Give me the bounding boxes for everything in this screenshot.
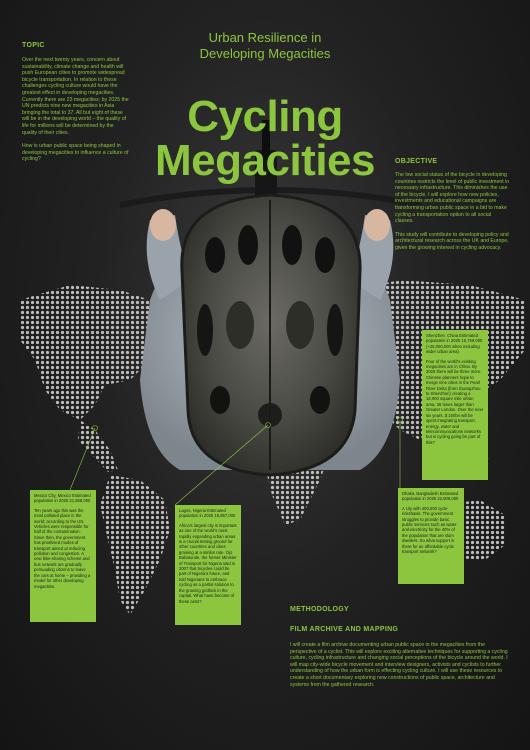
lagos-info-box (175, 505, 241, 625)
lagos-body: Africa's largest city is important as one of the world's most rapidly expanding urban areas is a crucial testing ground for other countries and cities growing at a similar rate. Ojo Babatunde, the former Minister of Transport for Nigeria said in 2007 that bicycles could be part of Nigeria's future, and told Nigerians to embrace cycling as a partial solution to the growing gridlock in the capital. What have become of these aims? (179, 522, 237, 604)
topic-heading: TOPIC (22, 42, 45, 49)
methodology-heading: METHODOLOGY (290, 606, 349, 613)
shenzhen-info-box (422, 330, 488, 480)
lagos-heading: Lagos, Nigeria Estimated population in 2025 18,857,000 (179, 508, 236, 519)
shenzhen-heading: Shenzhen, China Estimated population in 2025 15,759,000 (+25,000,000 when including wider urban area) (426, 333, 483, 355)
shenzhen-body: Four of the world's existing megacities are in China. By 2025 there will be three more. Chinese planners hope to merge nine cities in the Pearl River Delta (from Guangzhou to Shenzhen) creating a 16,000 square mile urban area, 26 times larger than Greater London. Over the next six years, $ 150bn will be spent integrating transport, energy, water and telecommunications networks but is cycling going be part of this? (426, 358, 483, 445)
mexico-city-heading: Mexico City, Mexico Estimated population in 2025 21,868,000 (34, 493, 91, 504)
main-title: Cycling Megacities (155, 92, 375, 185)
film-archive-heading: FILM ARCHIVE AND MAPPING (290, 626, 399, 633)
topic-paragraph-1: Over the next twenty years, concern about sustainability, climate change and health will push European cities to promote widespread bicycle transportation. In relation to these challenges cycling culture would have the greatest effect in developing megacities. Currently there are 23 megacities; by 2025 the UN predicts nine new megacities in Asia bringing the total to 37. All but eight of these will be in the developing world – the quality of life for millions will be determined by the quality of their cities. (22, 57, 129, 136)
methodology-text: I will create a film archive documenting urban public space in the megacities from the perspective of a cyclist. This will explore exciting alternative techniques for supporting a cycling culture, cycling infrastructure and changing social perceptions of the bicycle around the world. I will map city-wide bicycle movement and interview designers, activists and cyclists to further understanding of how the urban form is effecting cycling culture. I will use these resources to create a short documentary exploring new constructions of public space, architecture and systems from the gathered research. (290, 642, 508, 688)
subtitle: Urban Resilience in Developing Megacities (199, 30, 331, 61)
objective-paragraph-1: The low social status of the bicycle in developing countries restricts the level of public investment in necessary infrastructure. This diminishes the use of the bicycle. I will explore how new policies, investments and educational campaigns are transforming urban public space in a bid to make cycling a transportation option to all social classes. (395, 172, 510, 225)
dhaka-info-box (398, 488, 464, 584)
topic-text (22, 57, 130, 163)
objective-text (395, 172, 510, 252)
mexico-city-info-box (30, 490, 96, 622)
topic-paragraph-2: How is urban public space being shaped in developing megacities to influence a culture of cycling? (22, 143, 129, 163)
objective-heading: OBJECTIVE (395, 158, 438, 165)
mexico-city-body: Ten years ago this was the most polluted place in the world; according to the UN. Vehicles were responsible for half of the contamination. Since then, the government has prioritised modes of transport aimed at reducing pollution and congestion. A new bike-sharing scheme and bus network are gradually persuading citizens to leave the cars at home – providing a model for other developing megacities. (34, 507, 91, 589)
right-hand (364, 209, 390, 241)
dhaka-body: A city with 400,000 cycle rickshaws. The government struggles to provide basic public services such as water and electricity for the 40% of the population that are slum dwellers. So what support is there for an affordable cycle transport network? (402, 505, 457, 555)
dhaka-heading: Dhaka, Bangladesh Estimated population in 2025 22,909,000 (402, 491, 459, 502)
objective-paragraph-2: This study will contribute to developing policy and architectural research across the UK and Europe, given the growing interest in cycling advocacy. (395, 231, 509, 251)
left-hand (150, 209, 176, 241)
helmet (182, 195, 360, 475)
